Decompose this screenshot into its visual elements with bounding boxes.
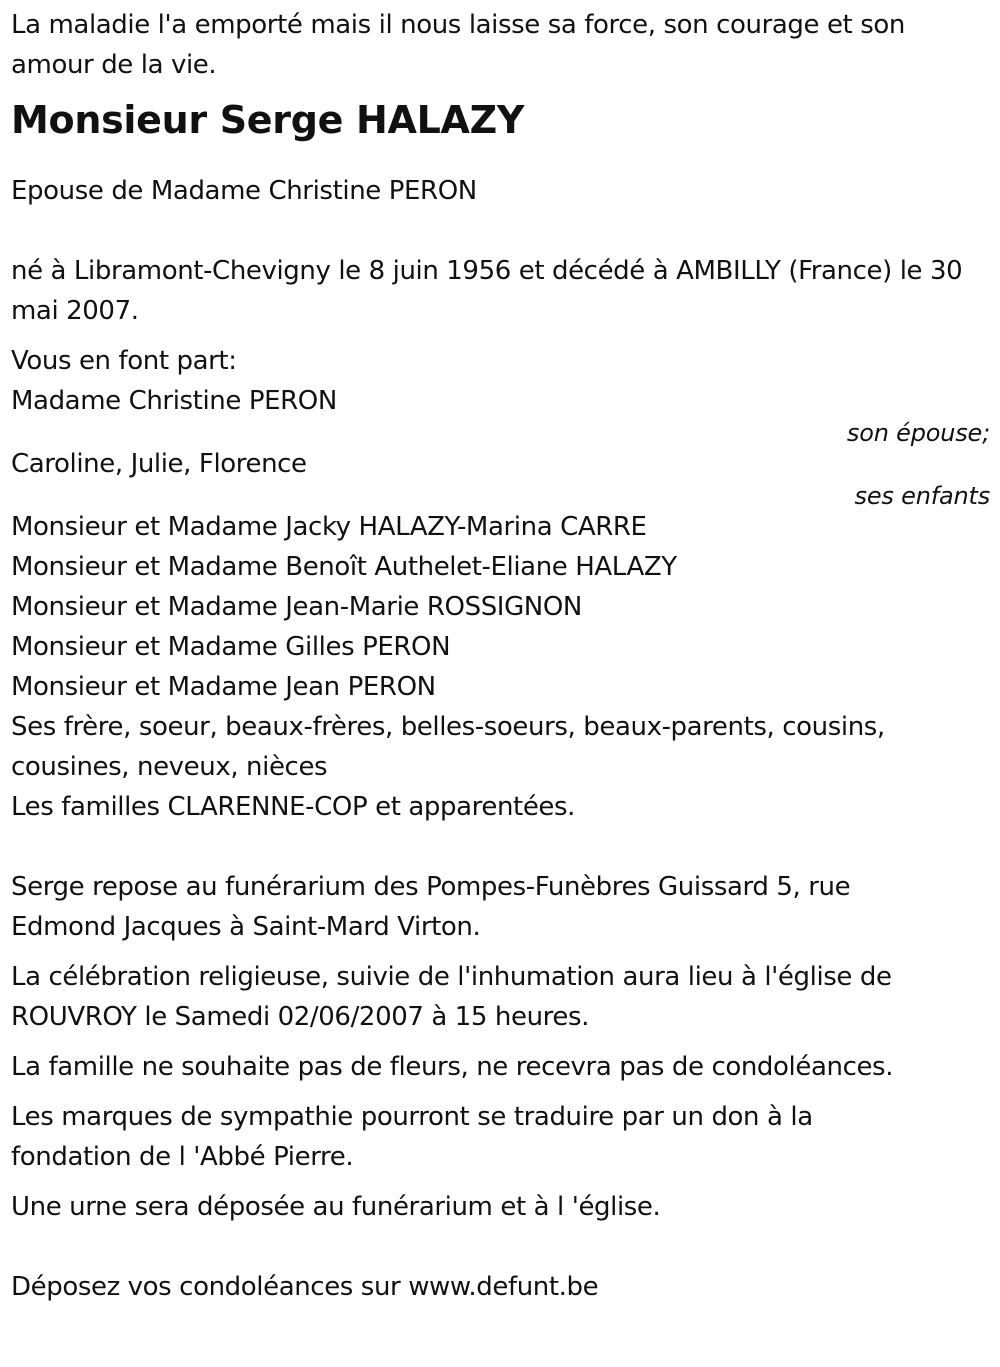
donation-text: Les marques de sympathie pourront se traduire par un don à la fondation de l 'Abbé Pierre. — [11, 1102, 813, 1172]
extended-family: Ses frère, soeur, beaux-frères, belles-soeurs, beaux-parents, cousins, cousines, neveux, nièces — [11, 712, 885, 782]
deceased-name: Monsieur Serge HALAZY — [11, 98, 525, 142]
list-item: Monsieur et Madame Jean-Marie ROSSIGNON — [11, 592, 582, 622]
announce-text: Vous en font part: — [11, 346, 237, 376]
list-item: Monsieur et Madame Jean PERON — [11, 672, 436, 702]
list-item: Monsieur et Madame Benoît Authelet-Eliane HALAZY — [11, 552, 677, 582]
flowers-text: La famille ne souhaite pas de fleurs, ne recevra pas de condoléances. — [11, 1052, 894, 1082]
spouse-name: Madame Christine PERON — [11, 386, 337, 416]
birth-death-text: né à Libramont-Chevigny le 8 juin 1956 et décédé à AMBILLY (France) le 30 mai 2007. — [11, 256, 963, 326]
urn-text: Une urne sera déposée au funérarium et à l 'église. — [11, 1192, 661, 1222]
families-line: Les familles CLARENNE-COP et apparentées. — [11, 792, 576, 822]
spouse-line: Epouse de Madame Christine PERON — [11, 176, 477, 206]
children-role: ses enfants — [854, 482, 990, 510]
obituary-page — [0, 5, 1000, 1367]
list-item: Monsieur et Madame Gilles PERON — [11, 632, 451, 662]
children-names: Caroline, Julie, Florence — [11, 449, 307, 479]
relatives-list — [11, 507, 990, 707]
spouse-role: son épouse; — [846, 419, 990, 447]
condolences-link[interactable]: Déposez vos condoléances sur www.defunt.be — [11, 1272, 599, 1302]
funeral-home-text: Serge repose au funérarium des Pompes-Funèbres Guissard 5, rue Edmond Jacques à Saint-Mard Virton. — [11, 872, 851, 942]
ceremony-text: La célébration religieuse, suivie de l'inhumation aura lieu à l'église de ROUVROY le Samedi 02/06/2007 à 15 heures. — [11, 962, 892, 1032]
intro-text: La maladie l'a emporté mais il nous laisse sa force, son courage et son amour de la vie. — [11, 10, 905, 80]
list-item: Monsieur et Madame Jacky HALAZY-Marina CARRE — [11, 512, 647, 542]
